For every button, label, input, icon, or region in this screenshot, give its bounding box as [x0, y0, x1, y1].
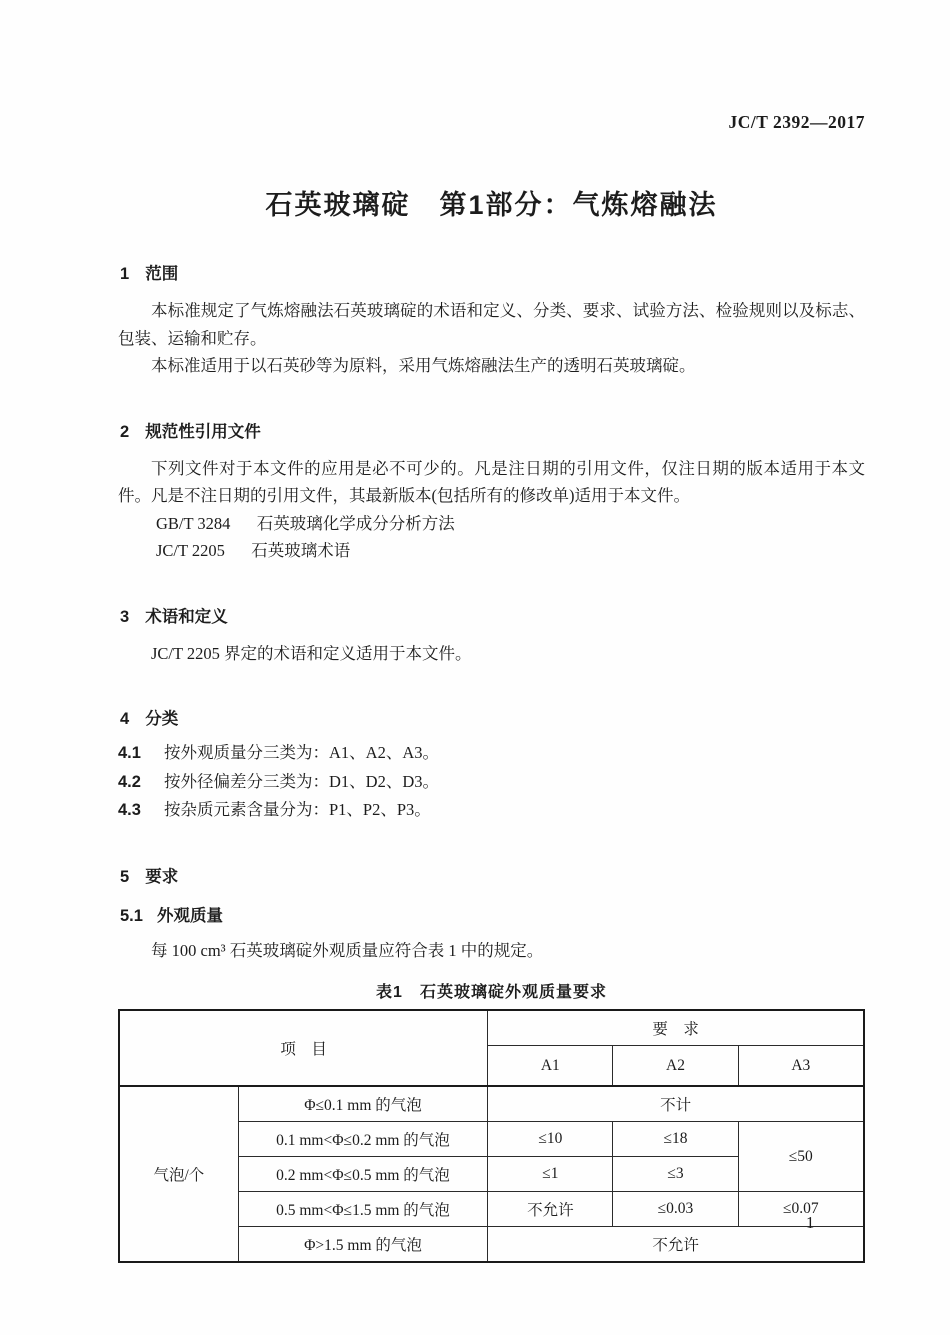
row-group-label: 气泡/个: [119, 1086, 238, 1262]
standard-code: JC/T 2392—2017: [728, 112, 865, 132]
cell-value: ≤10: [488, 1122, 613, 1157]
clause-text: 按杂质元素含量分为：P1、P2、P3。: [164, 800, 431, 819]
reference-title: 石英玻璃化学成分分析方法: [256, 513, 455, 533]
clause-list: [118, 739, 865, 825]
document-title: 石英玻璃碇 第1部分：气炼熔融法: [265, 190, 718, 220]
clause-item: [118, 739, 865, 768]
clause-number: 4.2: [118, 772, 141, 791]
section-title: 规范性引用文件: [145, 422, 261, 441]
section-number: 4: [120, 710, 130, 728]
clause-text: 按外径偏差分三类为：D1、D2、D3。: [164, 771, 439, 791]
cell-item: Φ>1.5 mm 的气泡: [238, 1227, 488, 1263]
table-header-row: [119, 1010, 864, 1046]
clause-number: 4.1: [118, 744, 141, 762]
cell-item: 0.5 mm<Φ≤1.5 mm 的气泡: [238, 1192, 488, 1227]
cell-value: ≤0.07: [738, 1192, 864, 1227]
header-cell-grade-a1: A1: [488, 1046, 613, 1087]
clause-number: 4.3: [118, 801, 141, 819]
table-row: [119, 1086, 864, 1122]
cell-item: Φ≤0.1 mm 的气泡: [238, 1086, 488, 1122]
reference-entry: [118, 537, 865, 565]
header-cell-grade-a3: A3: [738, 1046, 864, 1087]
cell-value: 不允许: [488, 1192, 613, 1227]
cell-value: 不允许: [488, 1227, 864, 1263]
header-cell-item: 项 目: [119, 1010, 488, 1086]
section-number: 1: [120, 265, 130, 283]
section-heading-normative-references: [120, 418, 865, 442]
cell-value: 不计: [488, 1086, 864, 1122]
reference-title: 石英玻璃术语: [251, 541, 351, 560]
table-caption: 表1 石英玻璃碇外观质量要求: [376, 984, 607, 1001]
section-heading-terms: [120, 603, 865, 627]
clause-item: [118, 768, 865, 797]
section-title: 术语和定义: [145, 607, 228, 626]
section-heading-requirements: [120, 863, 865, 887]
reference-code: GB/T 3284: [155, 513, 231, 533]
subsection-number: 5.1: [120, 906, 143, 925]
appearance-quality-table: [118, 1009, 865, 1263]
header-cell-grade-a2: A2: [613, 1046, 738, 1087]
section-heading-scope: [120, 260, 865, 284]
cell-value: ≤1: [488, 1157, 613, 1192]
header-cell-requirement: 要 求: [488, 1010, 864, 1046]
cell-value: ≤3: [613, 1157, 738, 1192]
cell-value: ≤18: [613, 1122, 738, 1157]
cell-value: ≤0.03: [613, 1192, 738, 1227]
paragraph: 每 100 cm³ 石英玻璃碇外观质量应符合表 1 中的规定。: [151, 940, 544, 960]
cell-item: 0.2 mm<Φ≤0.5 mm 的气泡: [238, 1157, 488, 1192]
section-title: 要求: [145, 867, 179, 886]
clause-text: 按外观质量分三类为：A1、A2、A3。: [164, 743, 439, 762]
paragraph: 本标准适用于以石英砂等为原料，采用气炼熔融法生产的透明石英玻璃碇。: [151, 356, 696, 375]
section-number: 3: [120, 607, 130, 626]
section-heading-classification: [120, 705, 865, 729]
paragraph: 本标准规定了气炼熔融法石英玻璃碇的术语和定义、分类、要求、试验方法、检验规则以及标志、包装、运输和贮存。: [118, 301, 865, 348]
section-title: 范围: [145, 265, 179, 283]
page-number: 1: [806, 1213, 815, 1232]
reference-entry: [118, 510, 865, 538]
paragraph: 下列文件对于本文件的应用是必不可少的。凡是注日期的引用文件，仅注日期的版本适用于本文件。凡是不注日期的引用文件，其最新版本(包括所有的修改单)适用于本文件。: [118, 458, 865, 505]
clause-item: [118, 796, 865, 825]
paragraph: JC/T 2205 界定的术语和定义适用于本文件。: [151, 643, 472, 663]
subsection-title: 外观质量: [156, 906, 223, 925]
cell-item: 0.1 mm<Φ≤0.2 mm 的气泡: [238, 1122, 488, 1157]
subsection-heading-appearance-quality: [120, 902, 865, 926]
section-number: 2: [120, 422, 130, 441]
section-number: 5: [120, 867, 130, 886]
reference-code: JC/T 2205: [155, 541, 225, 560]
section-title: 分类: [145, 710, 179, 728]
cell-value: ≤50: [738, 1122, 864, 1192]
